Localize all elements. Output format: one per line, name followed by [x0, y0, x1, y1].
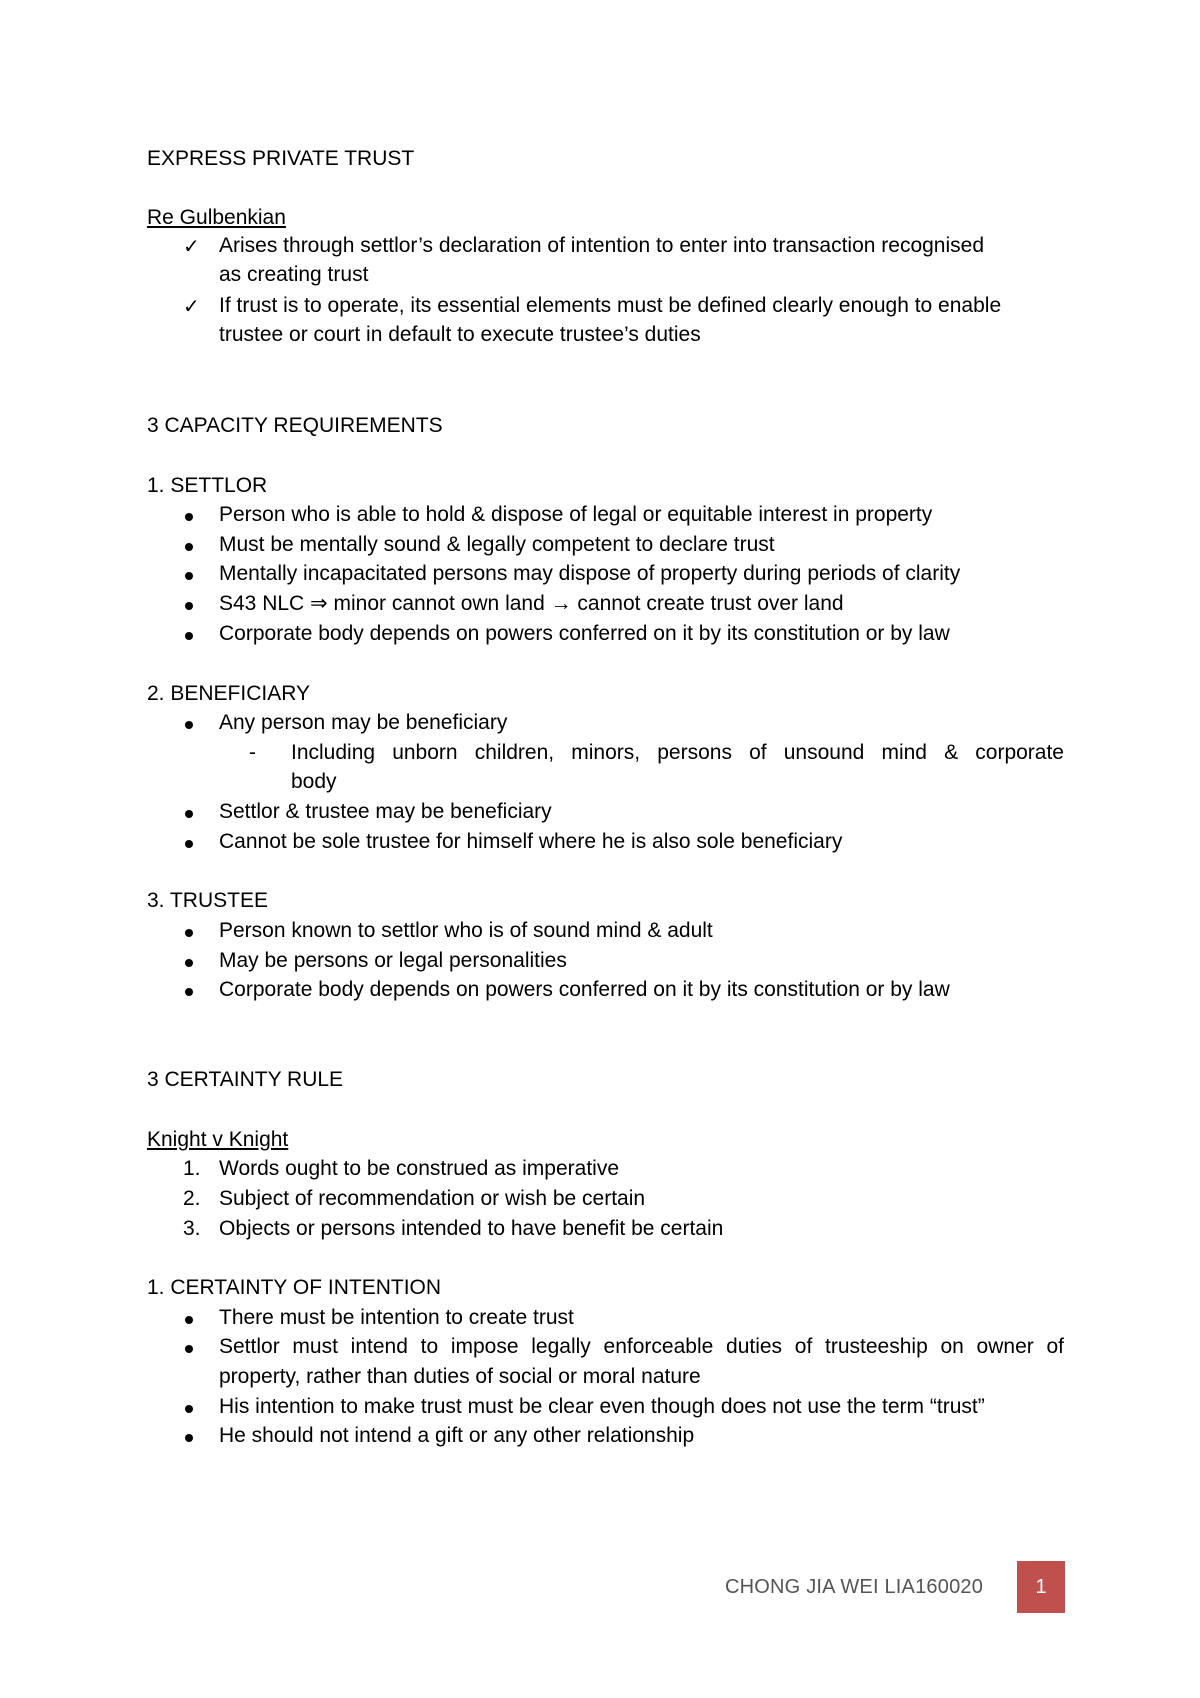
bullet-text-continued: property, rather than duties of social or moral nature	[219, 1365, 701, 1388]
bullet-icon	[185, 1345, 193, 1353]
bullet-text: Corporate body depends on powers conferred on it by its constitution or by law	[219, 978, 950, 1001]
bullet-item	[147, 621, 193, 647]
bullet-item	[147, 591, 193, 617]
bullet-text: Settlor & trustee may be beneficiary	[219, 800, 552, 823]
bullet-item	[147, 1305, 193, 1331]
bullet-icon	[185, 1316, 193, 1324]
bullet-text: Person who is able to hold & dispose of legal or equitable interest in property	[219, 503, 933, 526]
bullet-item	[147, 799, 193, 825]
checkmark-icon: ✓	[183, 294, 200, 318]
bullet-text: Mentally incapacitated persons may dispose of property during periods of clarity	[219, 562, 961, 585]
bullet-item	[147, 561, 193, 587]
numbered-item-text: Subject of recommendation or wish be certain	[219, 1187, 646, 1210]
bullet-icon	[185, 543, 193, 551]
list-number: 2.	[183, 1187, 201, 1210]
bullet-text: Cannot be sole trustee for himself where he is also sole beneficiary	[219, 830, 843, 853]
bullet-text: There must be intention to create trust	[219, 1306, 574, 1329]
check-item	[147, 233, 200, 260]
checkmark-icon: ✓	[183, 234, 200, 258]
list-number: 1.	[183, 1157, 201, 1180]
bullet-text: Settlor must intend to impose legally enforceable duties of trusteeship on owner of	[219, 1335, 1064, 1358]
bullet-text: Must be mentally sound & legally competent to declare trust	[219, 533, 775, 556]
subsection-heading-intention: 1. CERTAINTY OF INTENTION	[147, 1276, 442, 1299]
case-heading-gulbenkian: Re Gulbenkian	[147, 206, 286, 229]
subsection-heading-trustee: 3. TRUSTEE	[147, 889, 268, 912]
subsection-heading-settlor: 1. SETTLOR	[147, 474, 268, 497]
case-heading-knight: Knight v Knight	[147, 1128, 289, 1151]
check-item	[147, 293, 200, 320]
bullet-item	[147, 977, 193, 1003]
bullet-icon	[185, 929, 193, 937]
bullet-item	[147, 502, 193, 528]
bullet-icon	[185, 632, 193, 640]
bullet-item	[147, 532, 193, 558]
bullet-icon	[185, 572, 193, 580]
bullet-text: May be persons or legal personalities	[219, 949, 567, 972]
page-number-badge: 1	[1017, 1561, 1065, 1613]
bullet-icon	[185, 988, 193, 996]
bullet-icon	[185, 810, 193, 818]
bullet-text: He should not intend a gift or any other relationship	[219, 1424, 695, 1447]
bullet-icon	[185, 721, 193, 729]
sub-bullet-text: body	[291, 770, 337, 793]
bullet-item	[147, 829, 193, 855]
check-item-text: Arises through settlor’s declaration of intention to enter into transaction recognised	[219, 234, 985, 257]
subsection-heading-beneficiary: 2. BENEFICIARY	[147, 682, 310, 705]
section-heading-capacity: 3 CAPACITY REQUIREMENTS	[147, 414, 443, 437]
numbered-item-text: Words ought to be construed as imperative	[219, 1157, 619, 1180]
dash-icon: -	[249, 741, 256, 764]
bullet-icon	[185, 513, 193, 521]
bullet-item	[147, 710, 193, 736]
bullet-icon	[185, 1434, 193, 1442]
bullet-item	[147, 1394, 193, 1420]
bullet-icon	[185, 959, 193, 967]
bullet-icon	[185, 840, 193, 848]
check-item-text: as creating trust	[219, 263, 369, 286]
document-title: EXPRESS PRIVATE TRUST	[147, 147, 415, 170]
check-item-text: trustee or court in default to execute trustee’s duties	[219, 323, 701, 346]
bullet-text: His intention to make trust must be clear even though does not use the term “trust”	[219, 1395, 985, 1418]
bullet-text: Corporate body depends on powers conferred on it by its constitution or by law	[219, 622, 950, 645]
page-footer	[725, 1561, 983, 1613]
section-heading-certainty: 3 CERTAINTY RULE	[147, 1068, 344, 1091]
numbered-item-text: Objects or persons intended to have benefit be certain	[219, 1217, 724, 1240]
check-item-text: If trust is to operate, its essential elements must be defined clearly enough to enable	[219, 294, 1002, 317]
bullet-icon	[185, 602, 193, 610]
sub-bullet-text: Including unborn children, minors, persons of unsound mind & corporate	[291, 741, 1064, 764]
bullet-item	[147, 1334, 193, 1360]
bullet-icon	[185, 1405, 193, 1413]
bullet-item	[147, 918, 193, 944]
list-number: 3.	[183, 1217, 201, 1240]
bullet-text: S43 NLC ⇒ minor cannot own land → cannot create trust over land	[219, 592, 844, 615]
bullet-item	[147, 948, 193, 974]
bullet-text: Person known to settlor who is of sound mind & adult	[219, 919, 713, 942]
bullet-text: Any person may be beneficiary	[219, 711, 508, 734]
bullet-item	[147, 1423, 193, 1449]
footer-author: CHONG JIA WEI LIA160020	[725, 1575, 984, 1598]
